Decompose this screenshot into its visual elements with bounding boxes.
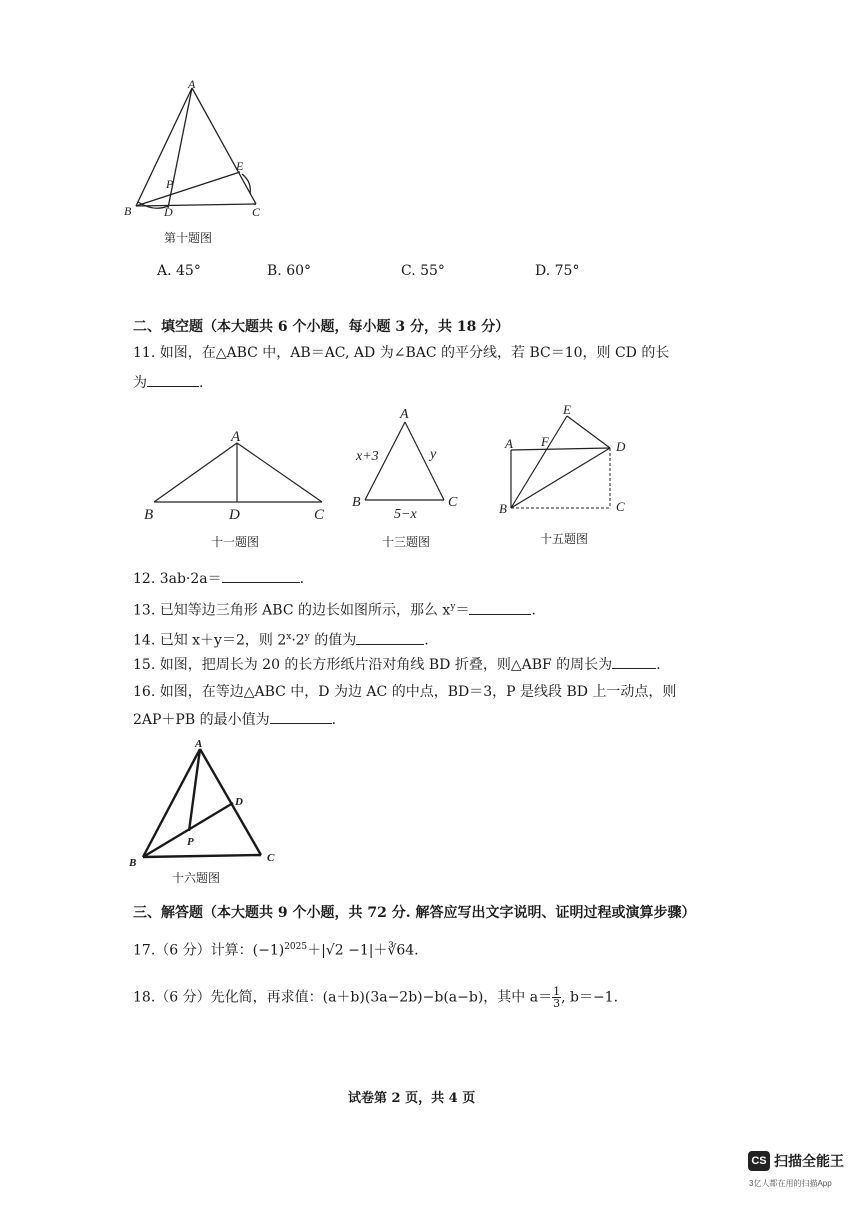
figure-13	[348, 400, 468, 525]
fig13-label-A: A	[400, 407, 409, 422]
section3-title: 三、解答题（本大题共 9 个小题，共 72 分. 解答应写出文字说明、证明过程或演算步骤）	[133, 905, 696, 921]
q18	[133, 986, 618, 1009]
q15: 15. 如图，把周长为 20 的长方形纸片沿对角线 BD 折叠，则△ABF 的周长为 .	[133, 657, 661, 673]
figure-15	[495, 400, 640, 520]
fig10-label-B: B	[124, 204, 132, 218]
q18-post: , b＝−1.	[561, 989, 619, 1006]
fig15-label-D: D	[616, 439, 626, 454]
q16-answer-blank	[270, 723, 332, 724]
q14-pre: 14. 已知 x＋y＝2，则 2	[133, 632, 287, 649]
watermark-subtitle: 3亿人都在用的扫描App	[749, 1179, 832, 1188]
page-footer: 试卷第 2 页，共 4 页	[348, 1091, 476, 1106]
q17	[133, 938, 419, 960]
q15-text: 15. 如图，把周长为 20 的长方形纸片沿对角线 BD 折叠，则△ABF 的周长为	[133, 657, 613, 673]
fig11-label-A: A	[231, 429, 241, 445]
q11-line2: 为 .	[133, 375, 204, 391]
figure-11	[140, 425, 340, 525]
q10-option-c: C. 55°	[401, 263, 445, 279]
q13-superscript: y	[450, 602, 456, 612]
q14-mid: ·2	[291, 632, 305, 649]
fig16-label-A: A	[195, 738, 203, 750]
q13-tail: ＝	[455, 602, 470, 619]
fig15-label-E: E	[563, 402, 571, 417]
fig15-label-B: B	[499, 501, 507, 516]
q18-frac-den: 3	[553, 997, 561, 1010]
q11-line1: 11. 如图，在△ABC 中，AB＝AC, AD 为∠BAC 的平分线，若 BC＝10，则 CD 的长	[133, 345, 670, 361]
q16-line2-text: 2AP＋PB 的最小值为	[133, 712, 270, 728]
fig13-label-left-side: x+3	[356, 449, 379, 464]
fig10-label-D: D	[164, 205, 173, 219]
fig13-label-right-side: y	[430, 447, 437, 462]
fig15-label-C: C	[616, 499, 625, 514]
fig11-label-B: B	[144, 507, 154, 523]
q13-answer-blank	[469, 614, 531, 615]
q14-post: 的值为	[309, 632, 357, 649]
fig11-label-D: D	[229, 507, 240, 523]
q15-answer-blank	[612, 668, 656, 669]
fig15-label-F: F	[541, 434, 549, 449]
fig11-caption: 十一题图	[211, 535, 260, 549]
q18-frac-num: 1	[553, 985, 561, 998]
q10-option-d: D. 75°	[535, 263, 580, 279]
q12-text: 12. 3ab·2a＝	[133, 571, 222, 587]
fig16-label-C: C	[267, 852, 275, 864]
fig13-caption: 十三题图	[382, 535, 431, 549]
q17-pre: 17.（6 分）计算：(−1)	[133, 942, 285, 959]
q17-post: ＋|√2 −1|＋∛64.	[307, 942, 419, 959]
q12: 12. 3ab·2a＝ .	[133, 571, 305, 587]
fig10-caption: 第十题图	[164, 231, 213, 245]
fig10-label-E: E	[236, 159, 244, 173]
fig16-label-P: P	[187, 836, 194, 848]
fig13-label-B: B	[352, 495, 361, 510]
q14: 14. 已知 x＋y＝2，则 $2^x\cdot 2^y$ 的值为 .	[133, 632, 429, 649]
fig10-label-C: C	[252, 205, 261, 219]
section2-title: 二、填空题（本大题共 6 个小题，每小题 3 分，共 18 分）	[133, 319, 510, 335]
fig16-caption: 十六题图	[172, 871, 221, 885]
camscanner-logo-icon: CS	[748, 1151, 770, 1171]
fig16-label-B: B	[129, 857, 137, 869]
q12-answer-blank	[222, 582, 300, 583]
fig13-label-bottom-side: 5−x	[394, 507, 417, 522]
q10-option-b: B. 60°	[267, 263, 312, 279]
q14-sup2: y	[304, 632, 310, 642]
fig15-label-A: A	[505, 436, 513, 451]
q16-line1: 16. 如图，在等边△ABC 中，D 为边 AC 的中点，BD＝3，P 是线段 BD 上一动点，则	[133, 684, 677, 700]
q14-sup1: x	[286, 632, 292, 642]
figure-10	[120, 78, 280, 223]
figure-16	[125, 735, 285, 870]
q13-text: 13. 已知等边三角形 ABC 的边长如图所示，那么 x	[133, 602, 451, 619]
fig10-label-A: A	[188, 78, 196, 91]
fig13-label-C: C	[448, 495, 458, 510]
q11-line2-text: 为	[133, 375, 147, 391]
fig16-label-D: D	[235, 796, 243, 808]
q10-option-a: A. 45°	[157, 263, 201, 279]
q18-fraction	[552, 986, 561, 1009]
camscanner-watermark	[748, 1150, 844, 1171]
fig15-caption: 十五题图	[540, 532, 589, 546]
q11-answer-blank	[147, 386, 199, 387]
fig11-label-C: C	[314, 507, 325, 523]
q14-answer-blank	[356, 644, 424, 645]
q17-superscript: 2025	[284, 942, 308, 952]
q13: 13. 已知等边三角形 ABC 的边长如图所示，那么 $x^y=$ .	[133, 602, 536, 619]
watermark-name: 扫描全能王	[774, 1152, 844, 1169]
q16-line2: 2AP＋PB 的最小值为 .	[133, 712, 337, 728]
fig10-label-P: P	[166, 177, 174, 191]
q18-pre: 18.（6 分）先化简，再求值：(a＋b)(3a−2b)−b(a−b)，其中 a＝	[133, 989, 553, 1006]
